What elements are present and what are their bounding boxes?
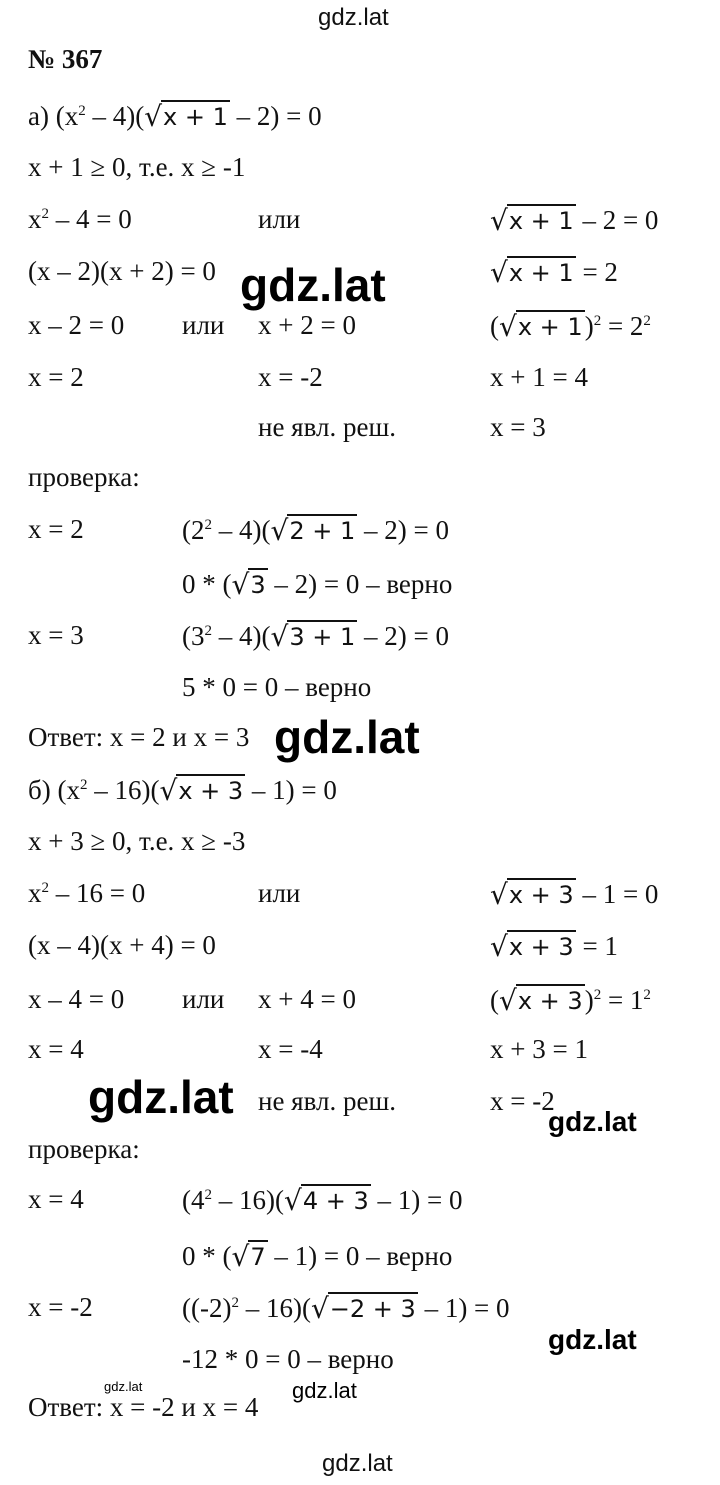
a-c1-x: x = 2 (28, 514, 84, 544)
b-l3-or: или (258, 878, 301, 908)
b-c2-sqrt-content: −2 + 3 (328, 1292, 418, 1324)
b-c1-expr (182, 1184, 462, 1216)
b-l4-left: (x – 4)(x + 4) = 0 (28, 930, 216, 960)
b-l5-mid: x + 4 = 0 (258, 984, 356, 1014)
b-c1-exp: 2 (204, 1187, 212, 1203)
a-c2-mid: – 4)( (212, 621, 271, 651)
a-l5-open: ( (490, 311, 499, 341)
b-c1-open: (4 (182, 1185, 205, 1215)
b-l3-base: x (28, 878, 42, 908)
a-l7-mid: не явл. реш. (258, 412, 396, 442)
a-l3-sqrt: √x + 1 (490, 204, 574, 237)
a-l6-left: x = 2 (28, 362, 84, 392)
b-c2-expr (182, 1292, 510, 1324)
b-l5-sqrt-content: x + 3 (516, 984, 585, 1016)
b-c1b-end: – 1) = 0 – верно (267, 1241, 453, 1271)
a-c2b: 5 * 0 = 0 – верно (182, 672, 372, 702)
b-l5-left: x – 4 = 0 (28, 984, 125, 1014)
b-l4-sqrt: √x + 3 (490, 930, 574, 963)
a-l5-close: ) (584, 311, 594, 341)
a-l5-sqrt: √x + 1 (499, 310, 583, 343)
b-equation (28, 774, 337, 806)
a-c2-exp: 2 (204, 623, 212, 639)
a-l5-mid: x + 2 = 0 (258, 310, 356, 340)
b-check-label: проверка: (28, 1134, 140, 1164)
b-c1-x: x = 4 (28, 1184, 84, 1214)
a-l5-exp1: 2 (593, 313, 602, 329)
a-c2-x: x = 3 (28, 620, 84, 650)
a-c1-sqrt-content: 2 + 1 (287, 514, 357, 546)
a-c1b-sqrt: √3 (231, 568, 266, 601)
watermark-6: gdz.lat (292, 1378, 357, 1403)
b-c1b-sqrt-content: 7 (248, 1240, 267, 1272)
a-l4-right-end: = 2 (575, 257, 618, 287)
a-l5-left: x – 2 = 0 (28, 310, 125, 340)
a-l3-right (490, 204, 658, 236)
b-exp: 2 (79, 777, 88, 793)
b-c2-open: ((-2) (182, 1293, 232, 1323)
a-c1-expr (182, 514, 449, 546)
a-domain: x + 1 ≥ 0, т.е. x ≥ -1 (28, 152, 246, 182)
b-l3-left (28, 880, 145, 907)
b-c1-sqrt: √4 + 3 (283, 1184, 369, 1217)
b-domain: x + 3 ≥ 0, т.е. x ≥ -3 (28, 826, 246, 856)
b-l5-right (490, 984, 651, 1016)
a-exp: 2 (78, 103, 86, 119)
b-c2-mid: – 16)( (238, 1293, 311, 1323)
b-c2-end: – 1) = 0 (417, 1293, 510, 1323)
b-l3-rest: – 16 = 0 (49, 878, 146, 908)
a-c2-expr (182, 620, 449, 652)
a-l4-right (490, 256, 618, 288)
a-c1b-open: 0 * ( (182, 569, 232, 599)
b-l5-exp2: 2 (643, 987, 651, 1003)
b-l7-mid: не явл. реш. (258, 1086, 396, 1116)
b-l5-or: или (182, 984, 225, 1014)
footer-site: gdz.lat (322, 1450, 393, 1477)
b-c1-sqrt-content: 4 + 3 (301, 1184, 371, 1216)
a-c1-end: – 2) = 0 (357, 515, 449, 545)
a-l5-or: или (182, 310, 225, 340)
b-l5-sqrt: √x + 3 (499, 984, 583, 1017)
b-l5-close: ) (584, 985, 594, 1015)
a-l4-sqrt: √x + 1 (490, 256, 574, 289)
b-l5-eq: = 1 (601, 985, 644, 1015)
a-answer: Ответ: x = 2 и x = 3 (28, 722, 250, 752)
watermark-4: gdz.lat (548, 1106, 637, 1137)
a-l3-left (28, 206, 132, 233)
b-c2-x: x = -2 (28, 1292, 93, 1322)
a-c1-open: (2 (182, 515, 205, 545)
watermark-7: gdz.lat (104, 1379, 143, 1394)
watermark-3: gdz.lat (88, 1071, 234, 1123)
a-l6-right: x + 1 = 4 (490, 362, 588, 392)
b-eq-end: – 1) = 0 (245, 775, 337, 805)
a-l3-base: x (28, 204, 42, 234)
b-l6-right: x + 3 = 1 (490, 1034, 588, 1064)
a-c2-sqrt: √3 + 1 (270, 620, 356, 653)
a-sqrt-content: x + 1 (161, 100, 230, 132)
b-l3-exp: 2 (41, 880, 49, 896)
b-c1b-open: 0 * ( (182, 1241, 232, 1271)
b-c2-exp: 2 (231, 1295, 239, 1311)
b-answer: Ответ: x = -2 и x = 4 (28, 1392, 259, 1422)
b-l3-sqrt: √x + 3 (490, 878, 574, 911)
a-l5-right (490, 310, 651, 342)
b-c1b-sqrt: √7 (231, 1240, 266, 1273)
a-c1b (182, 568, 452, 600)
a-l3-or: или (258, 204, 301, 234)
a-c2-end: – 2) = 0 (357, 621, 449, 651)
watermark-1: gdz.lat (240, 259, 386, 311)
b-l5-exp1: 2 (593, 987, 602, 1003)
b-l4-right-end: = 1 (575, 931, 618, 961)
a-c1-sqrt: √2 + 1 (270, 514, 356, 547)
a-eq-mid: – 4)( (85, 101, 145, 131)
a-sqrt: √x + 1 (144, 100, 228, 133)
b-c1b (182, 1240, 452, 1272)
b-c1-mid: – 16)( (212, 1185, 284, 1215)
b-c2-sqrt: √−2 + 3 (310, 1292, 416, 1325)
header-site: gdz.lat (318, 4, 389, 31)
b-l3-right (490, 878, 658, 910)
b-c1-end: – 1) = 0 (370, 1185, 463, 1215)
watermark-2: gdz.lat (274, 711, 420, 763)
a-l3-exp: 2 (41, 206, 49, 222)
a-l5-eq: = 2 (601, 311, 644, 341)
a-c1-exp: 2 (204, 517, 212, 533)
a-l6-mid: x = -2 (258, 362, 323, 392)
a-c1b-end: – 2) = 0 – верно (267, 569, 453, 599)
a-l7-right: x = 3 (490, 412, 546, 442)
a-l3-rest: – 4 = 0 (49, 204, 132, 234)
b-l7-right: x = -2 (490, 1086, 555, 1116)
b-l3-right-end: – 1 = 0 (575, 879, 659, 909)
a-l4-left: (x – 2)(x + 2) = 0 (28, 256, 216, 286)
b-l6-left: x = 4 (28, 1034, 84, 1064)
a-check-label: проверка: (28, 462, 140, 492)
a-c2-open: (3 (182, 621, 205, 651)
b-label: б) (x (28, 775, 80, 805)
b-sqrt-content: x + 3 (176, 774, 245, 806)
b-sqrt: √x + 3 (159, 774, 244, 807)
a-c1b-sqrt-content: 3 (248, 568, 267, 600)
a-l5-sqrt-content: x + 1 (516, 310, 585, 342)
b-l4-sqrt-content: x + 3 (507, 930, 576, 962)
a-c2-sqrt-content: 3 + 1 (287, 620, 357, 652)
a-c1-mid: – 4)( (212, 515, 271, 545)
a-label: а) (x (28, 101, 79, 131)
b-l4-right (490, 930, 618, 962)
b-l3-sqrt-content: x + 3 (507, 878, 576, 910)
task-number: № 367 (28, 44, 103, 74)
b-c2b: -12 * 0 = 0 – верно (182, 1344, 394, 1374)
a-l3-sqrt-content: x + 1 (507, 204, 576, 236)
a-l4-sqrt-content: x + 1 (507, 256, 576, 288)
watermark-5: gdz.lat (548, 1324, 637, 1355)
a-l3-right-end: – 2 = 0 (575, 205, 659, 235)
a-l5-exp2: 2 (643, 313, 651, 329)
b-l5-open: ( (490, 985, 499, 1015)
a-eq-end: – 2) = 0 (229, 101, 322, 131)
b-l6-mid: x = -4 (258, 1034, 323, 1064)
b-eq-mid: – 16)( (87, 775, 160, 805)
a-equation (28, 100, 322, 132)
